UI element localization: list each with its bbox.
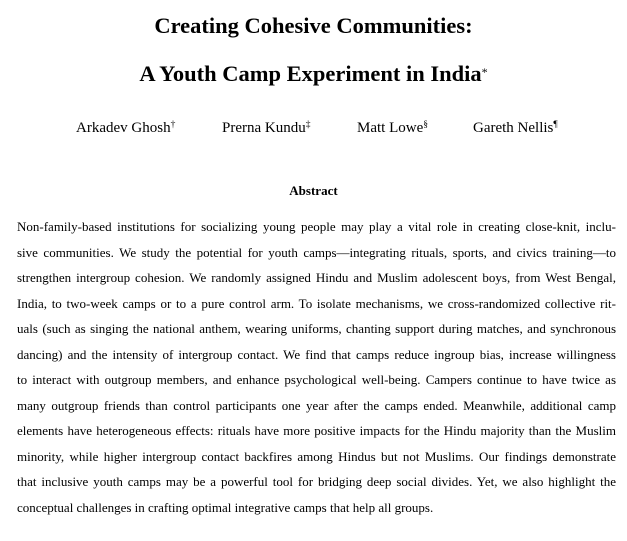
abstract-line: sive communities. We study the potential for youth camps—integrating rituals, sports, and civics training—to [17,244,616,260]
author-ghosh [76,117,175,139]
abstract-line: minority, while higher intergroup contact backfires among Hindus but not Muslims. Our findings demonstrate [17,448,616,464]
title-footnote-mark[interactable]: * [481,65,488,79]
abstract-line: elements have heterogeneous effects: rituals have more positive impacts for the Hindu majority than the Muslim [17,423,616,438]
abstract-line: that inclusive youth camps may be a powerful tool for bridging deep social divides. Yet, we also highlight the [17,474,616,489]
author-nellis [473,117,558,139]
paper-title-line-2 [0,60,627,88]
author-name: Matt Lowe [357,120,424,136]
author-footnote-mark[interactable]: ¶ [553,120,558,130]
paper-title-line-1 [0,12,627,40]
author-name: Arkadev Ghosh [76,120,171,136]
abstract-heading: Abstract [289,183,338,198]
abstract-line: many outgroup friends than control participants one year after the camps ended. Meanwhile, additional camp [17,397,616,413]
author-name: Gareth Nellis [473,120,554,136]
title-text-2: A Youth Camp Experiment in India [139,61,482,86]
abstract-line: strengthen intergroup cohesion. We randomly assigned Hindu and Muslim adolescent boys, from West Bengal, [17,270,616,285]
title-text-1: Creating Cohesive Communities: [154,13,473,38]
author-footnote-mark[interactable]: § [423,120,428,130]
abstract-line: dancing) and the intensity of intergroup contact. We find that camps reduce ingroup bias, increase willingness [17,346,616,362]
abstract-line: to interact with outgroup members, and enhance psychological well-being. Campers continue to have twice as [17,372,616,387]
author-kundu [222,117,310,139]
abstract-line: uals (such as singing the national anthem, wearing uniforms, chanting support during matches, and synchronous [17,321,616,336]
author-name: Prerna Kundu [222,120,306,136]
abstract-line: conceptual challenges in crafting optimal integrative camps that help all groups. [17,499,434,515]
abstract-body [17,214,616,520]
abstract-line: India, to two-week camps or to a pure control arm. To isolate mechanisms, we cross-randomized collective rit- [17,295,616,311]
author-footnote-mark[interactable]: † [170,120,176,130]
abstract-line: Non-family-based institutions for socializing young people may play a vital role in creating close-knit, inclu- [17,219,616,234]
author-list [0,117,627,141]
author-footnote-mark[interactable]: ‡ [305,120,311,130]
author-lowe [357,117,428,139]
